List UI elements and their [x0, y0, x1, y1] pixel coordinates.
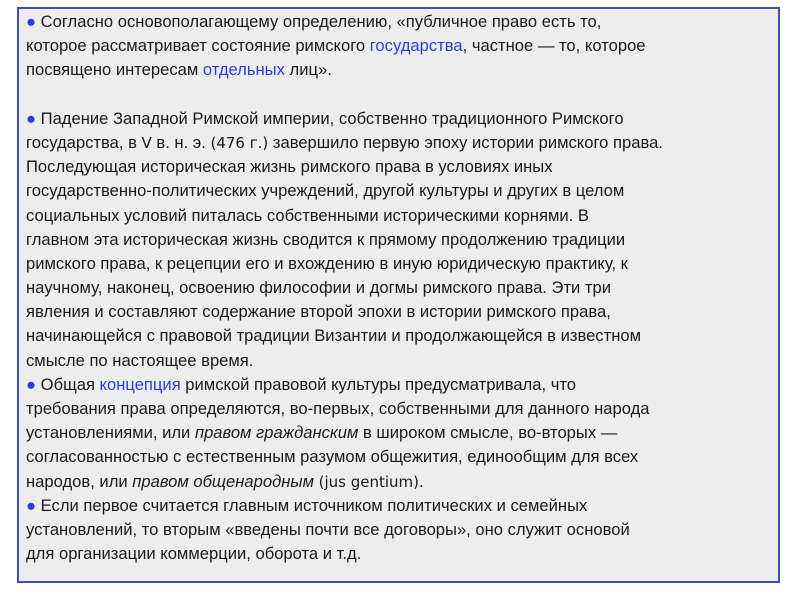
text-span: посвящено интересам	[26, 60, 203, 80]
bullet-icon: ●	[26, 108, 37, 128]
text-line	[26, 373, 776, 397]
text-span: римской правовой культуры предусматривала, что	[180, 374, 576, 394]
text-span: Согласно основополагающему определению, «публичное право есть то,	[40, 12, 602, 31]
paragraph-gap	[26, 83, 776, 107]
text-span: в широком смысле, во-вторых —	[358, 423, 618, 443]
text-line	[26, 470, 776, 494]
text-line: начинающейся с правовой традиции Византии и продолжающейся в известном	[26, 326, 642, 346]
text-span: Если первое считается главным источником политических и семейных	[40, 495, 588, 515]
keyword-gosudarstvo: государства	[369, 36, 463, 56]
text-line: социальных условий питалась собственными историческими корнями. В	[26, 205, 589, 225]
text-span: завершило первую эпоху истории римского права.	[268, 132, 663, 152]
text-span: установлениями, или	[26, 423, 195, 443]
text-span: которое рассматривает состояние римского	[26, 36, 370, 56]
text-span: в. н. э.	[151, 132, 211, 152]
text-line: государственно-политических учреждений, другой культуры и других в целом	[26, 181, 625, 201]
text-line: для организации коммерции, оборота и т.д.	[26, 544, 362, 564]
text-line	[26, 10, 776, 34]
text-line	[26, 58, 776, 82]
text-line: согласованностью с естественным разумом общежития, единообщим для всех	[26, 447, 639, 467]
emphasis-pravo-obshchenarodnoe: правом общенародным	[132, 471, 314, 491]
year-note: (476 г.)	[210, 133, 269, 152]
slide-text	[26, 10, 776, 566]
century-numeral: V	[141, 133, 152, 152]
text-span: государства, в	[26, 132, 142, 152]
text-line: главном эта историческая жизнь сводится к прямому продолжению традиции	[26, 229, 626, 249]
text-line	[26, 107, 776, 131]
text-line: научному, наконец, освоению философии и догмы римского права. Эти три	[26, 278, 612, 298]
text-line	[26, 421, 776, 445]
paragraph-3	[26, 373, 776, 494]
paragraph-2	[26, 107, 776, 373]
text-line: Последующая историческая жизнь римского права в условиях иных	[26, 157, 553, 177]
text-span: лиц».	[284, 60, 332, 80]
text-line	[26, 494, 776, 518]
text-line: явления и составляют содержание второй эпохи в истории римского права,	[26, 302, 611, 322]
text-span: , частное — то, которое	[462, 36, 646, 56]
bullet-icon: ●	[26, 495, 37, 515]
text-line: установлений, то вторым «введены почти все договоры», оно служит основой	[26, 519, 630, 539]
latin-term: (jus gentium)	[318, 472, 420, 491]
keyword-otdelnyh: отдельных	[202, 60, 285, 80]
paragraph-4	[26, 494, 776, 567]
text-span: .	[419, 471, 424, 491]
bullet-icon: ●	[26, 12, 37, 31]
keyword-koncepciya: концепция	[99, 374, 181, 394]
text-line	[26, 34, 776, 58]
paragraph-1	[26, 10, 776, 83]
emphasis-pravo-grazhdanskoe: правом гражданским	[194, 423, 359, 443]
text-span: народов, или	[26, 471, 133, 491]
text-line: требования права определяются, во-первых, собственными для данного народа	[26, 399, 650, 418]
bullet-icon: ●	[26, 374, 37, 394]
text-span: Падение Западной Римской империи, собственно традиционного Римского	[40, 108, 624, 128]
text-line: римского права, к рецепции его и вхождению в иную юридическую практику, к	[26, 253, 628, 273]
text-line: смысле по настоящее время.	[26, 350, 254, 370]
text-line	[26, 131, 776, 155]
text-span: Общая	[40, 374, 100, 394]
